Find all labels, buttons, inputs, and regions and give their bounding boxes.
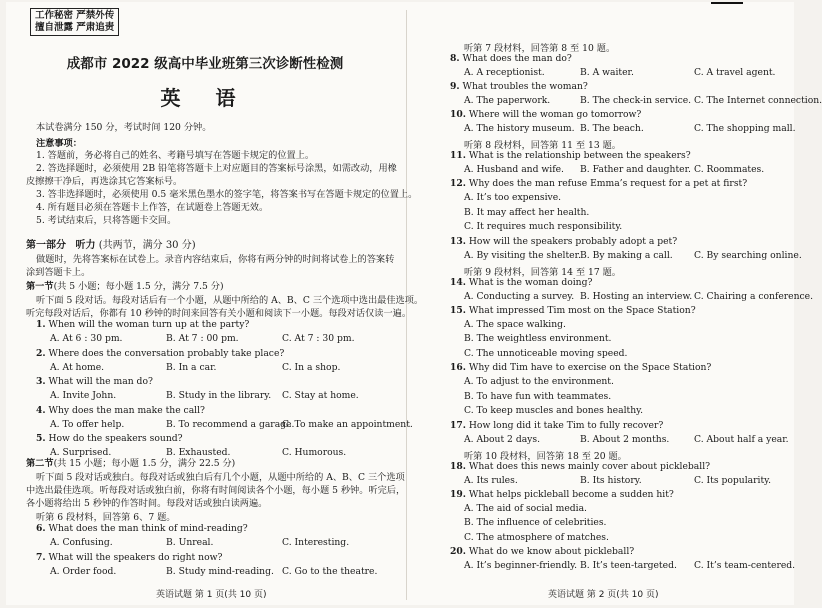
section2-instruction: 听下面 5 段对话或独白。每段对话或独白后有几个小题，从题中所给的 A、B、C 三个选项 xyxy=(36,472,405,483)
answer-option: A. Confusing. xyxy=(50,537,113,548)
answer-option: B. About 2 months. xyxy=(580,433,670,445)
answer-option: C. About half a year. xyxy=(694,433,789,445)
answer-option: B. Its history. xyxy=(580,474,642,486)
answer-option: C. Its popularity. xyxy=(694,474,772,486)
answer-option: A. By visiting the shelter. xyxy=(464,249,581,261)
answer-option: B. In a car. xyxy=(166,361,217,373)
question-text xyxy=(36,552,222,563)
question-stem: How long did it take Tim to fully recover? xyxy=(465,419,664,431)
answer-option: A. About 2 days. xyxy=(464,433,541,445)
question-number: 4. xyxy=(36,404,46,416)
answer-option: C. Chairing a conference. xyxy=(694,290,814,302)
question-stem: What does the man think of mind-reading? xyxy=(45,523,248,534)
answer-option: B. The beach. xyxy=(580,123,644,134)
answer-option: B. At 7 : 00 pm. xyxy=(166,333,239,344)
answer-option: A. The history museum. xyxy=(464,123,575,134)
answer-option: C. Roommates. xyxy=(694,164,765,175)
answer-option: C. In a shop. xyxy=(282,361,341,373)
answer-option: B. The check-in service. xyxy=(580,95,692,106)
question-text xyxy=(450,305,696,316)
answer-option: A. It’s too expensive. xyxy=(464,192,562,203)
answer-option: C. It’s team-centered. xyxy=(694,560,796,571)
answer-option: A. At 6 : 30 pm. xyxy=(50,333,123,344)
question-number: 3. xyxy=(36,376,46,387)
answer-option: A. To adjust to the environment. xyxy=(464,376,614,387)
question-text xyxy=(450,461,710,472)
question-stem: What troubles the woman? xyxy=(459,81,588,92)
question-stem: What is the woman doing? xyxy=(465,276,593,288)
answer-option: C. The unnoticeable moving speed. xyxy=(464,347,628,359)
answer-option: A. Surprised. xyxy=(50,447,112,458)
answer-option: C. At 7 : 30 pm. xyxy=(282,333,355,344)
question-number: 11. xyxy=(450,150,466,161)
question-text xyxy=(36,523,248,534)
confidential-stamp xyxy=(30,8,119,36)
question-number: 18. xyxy=(450,460,466,472)
section1-instruction: 听完每段对话后，你都有 10 秒钟的时间来回答有关小题和阅读下一小题。每段对话仅读一遍。 xyxy=(26,308,412,319)
note-line: 5. 考试结束后，只将答题卡交回。 xyxy=(36,215,177,226)
answer-option: C. Stay at home. xyxy=(282,390,359,401)
question-text xyxy=(450,53,572,64)
question-stem: Why does the man make the call? xyxy=(45,404,205,416)
exam-sheet xyxy=(6,2,822,605)
question-stem: What impressed Tim most on the Space Station? xyxy=(465,304,696,316)
answer-option: B. It may affect her health. xyxy=(464,206,590,218)
answer-option: B. Unreal. xyxy=(166,537,214,548)
note-line: 2. 答选择题时，必须使用 2B 铅笔将答题卡上对应题目的答案标号涂黑，如需改动，用橡 xyxy=(36,163,397,174)
note-line: 1. 答题前，务必将自己的姓名、考籍号填写在答题卡规定的位置上。 xyxy=(36,150,315,161)
part1-info: (共两节，满分 30 分) xyxy=(98,240,196,251)
answer-option: B. Hosting an interview. xyxy=(580,290,693,302)
question-number: 10. xyxy=(450,109,466,120)
answer-option: A. To offer help. xyxy=(50,418,125,430)
question-number: 5. xyxy=(36,433,46,444)
question-text xyxy=(36,405,205,416)
answer-option: A. Invite John. xyxy=(50,390,117,401)
answer-option: B. To have fun with teammates. xyxy=(464,390,612,402)
answer-option: A. It’s beginner-friendly. xyxy=(464,560,578,571)
answer-option: B. It’s teen-targeted. xyxy=(580,560,677,571)
answer-option: B. Exhausted. xyxy=(166,447,231,458)
material-note: 听第 6 段材料，回答第 6、7 题。 xyxy=(36,512,176,523)
question-text xyxy=(450,236,677,247)
page-2 xyxy=(408,2,822,605)
section2-instruction: 中选出最佳选项。听每段对话或独白前，你将有时间阅读各个小题，每小题 5 秒钟。听完后， xyxy=(26,485,406,496)
answer-option: C. To keep muscles and bones healthy. xyxy=(464,405,644,416)
question-text xyxy=(450,489,674,500)
stamp-line-1: 工作秘密 严禁外传 xyxy=(35,10,115,21)
question-stem: How will the speakers probably adopt a pet? xyxy=(465,235,678,247)
question-text xyxy=(450,81,588,92)
answer-option: C. The shopping mall. xyxy=(694,123,796,134)
question-number: 8. xyxy=(450,53,460,64)
stamp-line-2: 擅自泄露 严肃追责 xyxy=(35,22,115,33)
answer-option: A. At home. xyxy=(50,361,105,373)
question-number: 2. xyxy=(36,347,46,359)
question-text xyxy=(450,362,711,373)
material-note: 听第 8 段材料，回答第 11 至 13 题。 xyxy=(464,140,621,151)
material-note: 听第 10 段材料，回答第 18 至 20 题。 xyxy=(464,450,627,462)
section2-heading xyxy=(26,455,235,469)
question-stem: How do the speakers sound? xyxy=(45,433,183,444)
answer-option: C. It requires much responsibility. xyxy=(464,221,623,232)
answer-option: A. A receptionist. xyxy=(464,67,545,78)
question-number: 16. xyxy=(450,362,466,373)
answer-option: C. To make an appointment. xyxy=(282,418,413,430)
subject-title: 英 语 xyxy=(160,86,250,110)
part1-heading xyxy=(26,236,196,251)
question-stem: When will the woman turn up at the party? xyxy=(45,319,250,330)
answer-option: B. Father and daughter. xyxy=(580,164,691,175)
question-stem: Why does the man refuse Emma’s request for a pet at first? xyxy=(465,178,748,189)
answer-option: B. To recommend a garage. xyxy=(166,418,295,430)
question-text xyxy=(450,150,691,161)
answer-option: A. Conducting a survey. xyxy=(464,290,575,302)
note-line: 4. 所有题目必须在答题卡上作答，在试题卷上答题无效。 xyxy=(36,202,269,213)
question-number: 17. xyxy=(450,419,466,431)
section1-heading xyxy=(26,278,224,292)
answer-option: B. By making a call. xyxy=(580,249,673,261)
question-number: 6. xyxy=(36,523,46,534)
question-number: 15. xyxy=(450,304,466,316)
question-text xyxy=(450,277,592,288)
note-line: 皮擦擦干净后，再选涂其它答案标号。 xyxy=(26,176,183,187)
answer-option: C. Go to the theatre. xyxy=(282,565,378,577)
question-number: 9. xyxy=(450,81,460,92)
answer-option: C. By searching online. xyxy=(694,249,802,261)
note-line: 3. 答非选择题时，必须使用 0.5 毫米黑色墨水的签字笔，将答案书写在答题卡规定的位置上。 xyxy=(36,189,418,200)
question-text xyxy=(450,546,634,557)
answer-option: A. Husband and wife. xyxy=(464,164,564,175)
section2-instruction: 各小题将给出 5 秒钟的作答时间。每段对话或独白读两遍。 xyxy=(26,498,268,509)
section1-info: (共 5 小题；每小题 1.5 分，满分 7.5 分) xyxy=(53,281,224,292)
question-stem: What will the man do? xyxy=(45,376,153,387)
material-note: 听第 7 段材料，回答第 8 至 10 题。 xyxy=(464,43,616,54)
answer-option: B. The weightless environment. xyxy=(464,333,612,344)
question-stem: What do we know about pickleball? xyxy=(465,546,635,557)
question-number: 14. xyxy=(450,276,466,288)
question-stem: What does this news mainly cover about pickleball? xyxy=(465,460,711,472)
question-number: 1. xyxy=(36,319,46,330)
question-text xyxy=(450,109,641,120)
answer-option: A. The paperwork. xyxy=(464,95,551,106)
answer-option: A. Order food. xyxy=(50,565,117,577)
exam-title: 成都市 2022 级高中毕业班第三次诊断性检测 xyxy=(66,56,344,72)
part1-instruction: 做题时，先将答案标在试卷上。录音内容结束后，你将有两分钟的时间将试卷上的答案转 xyxy=(36,254,395,265)
part1-name: 听力 xyxy=(75,240,96,251)
answer-option: B. A waiter. xyxy=(580,67,634,78)
section1-instruction: 听下面 5 段对话。每段对话后有一个小题，从题中所给的 A、B、C 三个选项中选出最佳选项。 xyxy=(36,295,424,306)
question-stem: What does the man do? xyxy=(459,53,572,64)
answer-option: A. The aid of social media. xyxy=(464,502,587,514)
notes-title: 注意事项： xyxy=(36,138,82,149)
page-footer: 英语试题 第 1 页(共 10 页) xyxy=(156,590,267,600)
answer-option: B. Study in the library. xyxy=(166,390,272,401)
question-number: 19. xyxy=(450,488,466,500)
part1-label: 第一部分 xyxy=(26,240,66,251)
section2-info: (共 15 小题；每小题 1.5 分，满分 22.5 分) xyxy=(53,458,236,469)
answer-option: A. The space walking. xyxy=(464,318,566,330)
answer-option: C. Humorous. xyxy=(282,447,347,458)
question-text xyxy=(36,319,249,330)
question-text xyxy=(36,348,284,359)
question-number: 7. xyxy=(36,551,46,563)
part1-instruction: 涂到答题卡上。 xyxy=(26,267,91,278)
question-text xyxy=(450,178,747,189)
question-text xyxy=(36,376,153,387)
answer-option: A. Its rules. xyxy=(464,474,518,486)
question-number: 12. xyxy=(450,178,466,189)
question-stem: What is the relationship between the speakers? xyxy=(465,150,691,161)
question-stem: Where will the woman go tomorrow? xyxy=(465,109,642,120)
page-footer: 英语试题 第 2 页(共 10 页) xyxy=(548,590,659,600)
question-text xyxy=(36,433,183,444)
answer-option: B. The influence of celebrities. xyxy=(464,517,607,528)
question-text xyxy=(450,420,663,431)
answer-option: C. Interesting. xyxy=(282,537,350,548)
answer-option: C. A travel agent. xyxy=(694,67,776,78)
question-number: 13. xyxy=(450,235,466,247)
page-1 xyxy=(6,2,424,605)
answer-option: B. Study mind-reading. xyxy=(166,565,274,577)
section1-label: 第一节 xyxy=(26,281,54,292)
question-stem: Where does the conversation probably take place? xyxy=(45,347,285,359)
question-stem: Why did Tim have to exercise on the Space Station? xyxy=(465,362,712,373)
section2-label: 第二节 xyxy=(26,458,54,469)
question-stem: What will the speakers do right now? xyxy=(45,551,223,563)
question-number: 20. xyxy=(450,546,466,557)
material-note: 听第 9 段材料，回答第 14 至 17 题。 xyxy=(464,266,621,278)
score-time: 本试卷满分 150 分，考试时间 120 分钟。 xyxy=(36,122,212,133)
question-stem: What helps pickleball become a sudden hit? xyxy=(465,488,674,500)
answer-option: C. The Internet connection. xyxy=(694,95,822,106)
answer-option: C. The atmosphere of matches. xyxy=(464,531,609,543)
